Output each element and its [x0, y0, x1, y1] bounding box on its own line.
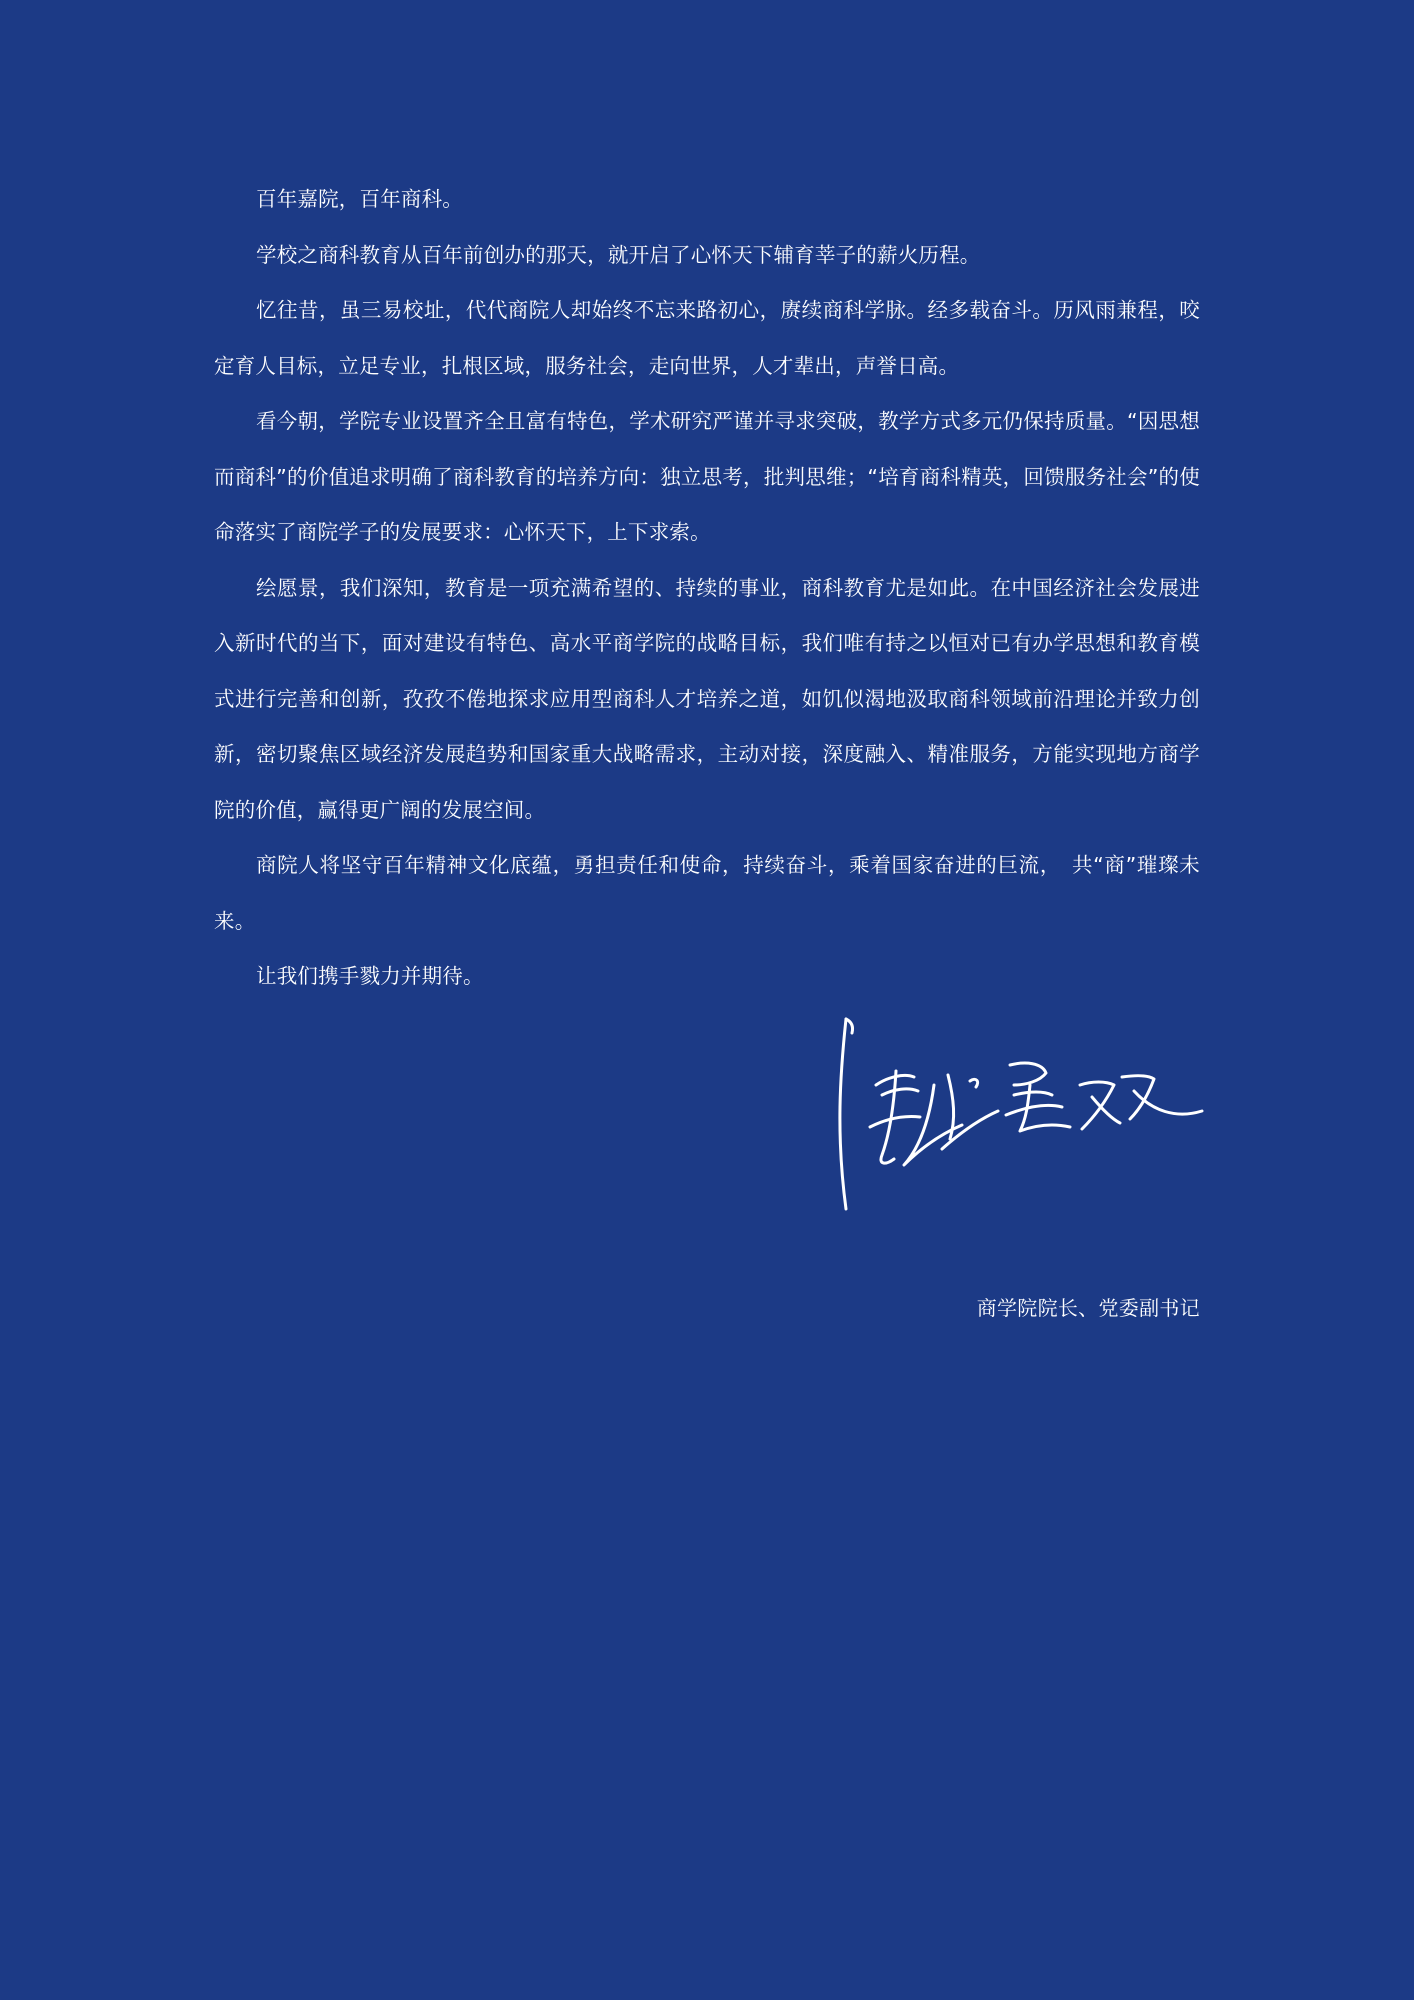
paragraph-present: 看今朝，学院专业设置齐全且富有特色，学术研究严谨并寻求突破，教学方式多元仍保持质量。“因思想而商科”的价值追求明确了商科教育的培养方向：独立思考，批判思维；“培育商科精英，回馈服务社会”的使命落实了商院学子的发展要求：心怀天下，上下求索。	[214, 409, 1200, 544]
letter-body	[214, 172, 1200, 1005]
paragraph-vision: 绘愿景，我们深知，教育是一项充满希望的、持续的事业，商科教育尤是如此。在中国经济社会发展进入新时代的当下，面对建设有特色、高水平商学院的战略目标，我们唯有持之以恒对已有办学思想和教育模式进行完善和创新，孜孜不倦地探求应用型商科人才培养之道，如饥似渴地汲取商科领域前沿理论并致力创新，密切聚焦区域经济发展趋势和国家重大战略需求，主动对接，深度融入、精准服务，方能实现地方商学院的价值，赢得更广阔的发展空间。	[214, 575, 1200, 822]
signer-title: 商学院院长、党委副书记	[976, 1296, 1200, 1320]
paragraph-origin: 学校之商科教育从百年前创办的那天，就开启了心怀天下辅育莘子的薪火历程。	[256, 242, 981, 267]
paragraph-past: 忆往昔，虽三易校址，代代商院人却始终不忘来路初心，赓续商科学脉。经多载奋斗。历风雨兼程，咬定育人目标，立足专业，扎根区域，服务社会，走向世界，人才辈出，声誉日高。	[214, 298, 1200, 378]
handwritten-signature	[830, 1015, 1210, 1225]
paragraph-opening: 百年嘉院，百年商科。	[256, 187, 463, 211]
paragraph-commitment: 商院人将坚守百年精神文化底蕴，勇担责任和使命，持续奋斗，乘着国家奋进的巨流， 共“商”璀璨未来。	[214, 853, 1200, 933]
paragraph-closing: 让我们携手戮力并期待。	[256, 964, 484, 988]
signature-icon	[830, 1015, 1210, 1225]
